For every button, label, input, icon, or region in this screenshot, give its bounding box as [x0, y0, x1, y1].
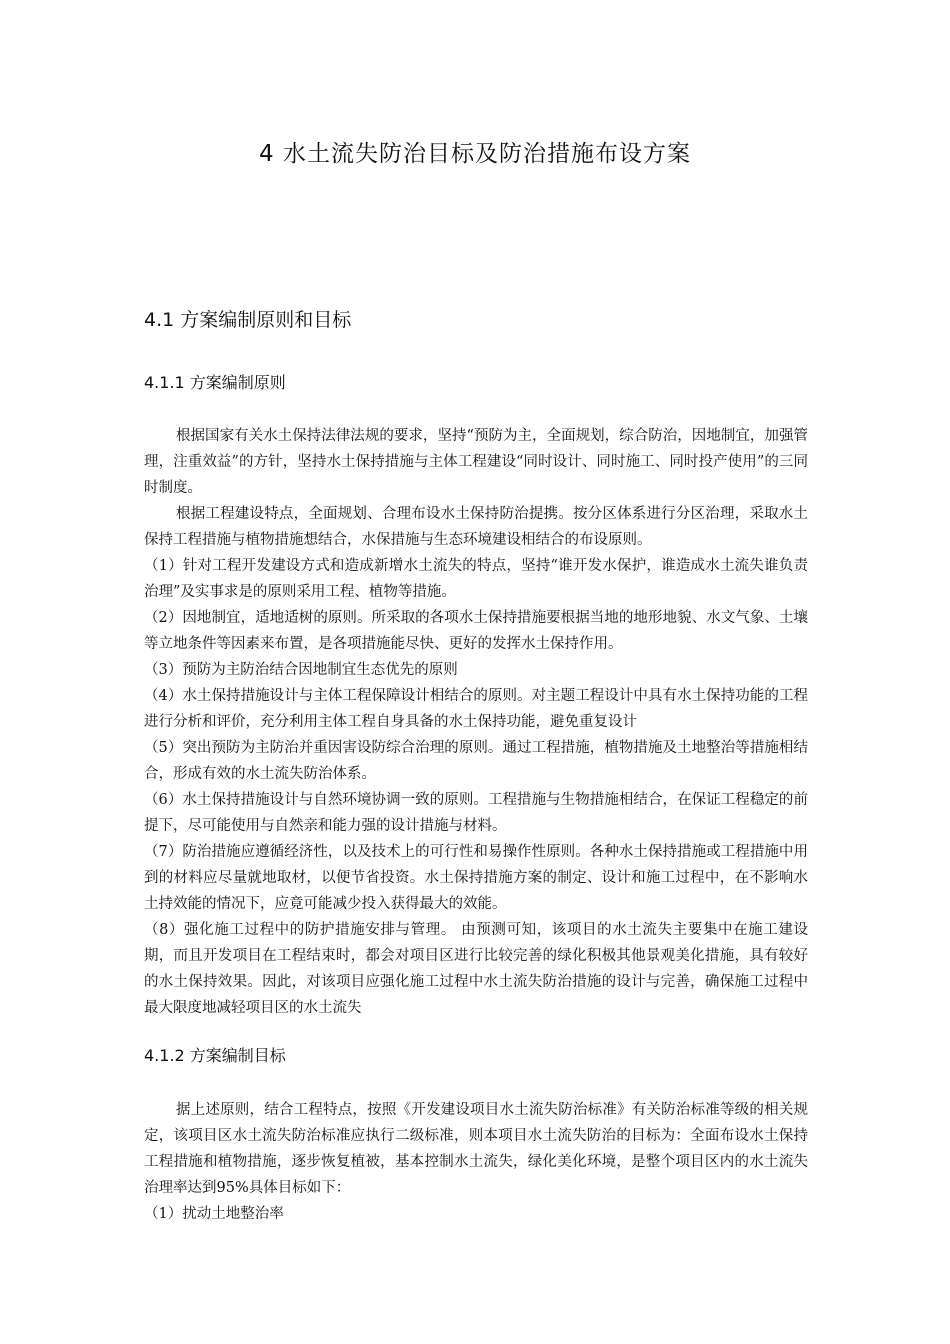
subsection-heading-4-1-2: 4.1.2 方案编制目标	[144, 1046, 286, 1065]
principle-item: （5）突出预防为主防治并重因害设防综合治理的原则。通过工程措施，植物措施及土地整治等措施相结合，形成有效的水土流失防治体系。	[144, 740, 808, 782]
principle-item: （1）针对工程开发建设方式和造成新增水土流失的特点，坚持“谁开发水保护，谁造成水土流失谁负责治理”及实事求是的原则采用工程、植物等措施。	[144, 558, 808, 600]
principle-item: （3）预防为主防治结合因地制宜生态优先的原则	[144, 662, 458, 678]
principle-item: （8）强化施工过程中的防护措施安排与管理。 由预测可知，该项目的水土流失主要集中在施工建设期，而且开发项目在工程结束时，都会对项目区进行比较完善的绿化积极其他景观美化措施，具有较好的水土保持效果。因此，对该项目应强化施工过程中水土流失防治措施的设计与完善，确保施工过程中最大限度地减轻项目区的水土流失	[144, 922, 808, 1016]
subsection-heading-4-1-1: 4.1.1 方案编制原则	[144, 373, 286, 392]
section-heading-4-1: 4.1 方案编制原则和目标	[144, 309, 352, 331]
objectives-text-block	[144, 1097, 808, 1227]
body-paragraph: 根据国家有关水土保持法律法规的要求，坚持“预防为主，全面规划，综合防治，因地制宜，加强管理，注重效益”的方针，坚持水土保持措施与主体工程建设“同时设计、同时施工、同时投产使用”的三同时制度。	[144, 428, 808, 496]
body-paragraph: 据上述原则，结合工程特点，按照《开发建设项目水土流失防治标准》有关防治标准等级的相关规定，该项目区水土流失防治标准应执行二级标准，则本项目水土流失防治的目标为：全面布设水土保持工程措施和植物措施，逐步恢复植被，基本控制水土流失，绿化美化环境，是整个项目区内的水土流失治理率达到95%具体目标如下：	[144, 1102, 808, 1196]
objective-item: （1）扰动土地整治率	[144, 1206, 284, 1222]
principle-item: （4）水土保持措施设计与主体工程保障设计相结合的原则。对主题工程设计中具有水土保持功能的工程进行分析和评价，充分利用主体工程自身具备的水土保持功能，避免重复设计	[144, 688, 808, 730]
principle-item: （6）水土保持措施设计与自然环境协调一致的原则。工程措施与生物措施相结合，在保证工程稳定的前提下，尽可能使用与自然亲和能力强的设计措施与材料。	[144, 792, 808, 834]
principle-item: （2）因地制宜，适地适树的原则。所采取的各项水土保持措施要根据当地的地形地貌、水文气象、土壤等立地条件等因素来布置，是各项措施能尽快、更好的发挥水土保持作用。	[144, 610, 808, 652]
body-paragraph: 根据工程建设特点，全面规划、合理布设水土保持防治提携。按分区体系进行分区治理，采取水土保持工程措施与植物措施想结合，水保措施与生态环境建设相结合的布设原则。	[144, 506, 808, 548]
principles-text-block	[144, 423, 808, 1021]
principle-item: （7）防治措施应遵循经济性，以及技术上的可行性和易操作性原则。各种水土保持措施或工程措施中用到的材料应尽量就地取材，以便节省投资。水土保持措施方案的制定、设计和施工过程中，在不影响水土持效能的情况下，应竟可能减少投入获得最大的效能。	[144, 844, 808, 912]
chapter-title: 4 水土流失防治目标及防治措施布设方案	[259, 141, 691, 167]
